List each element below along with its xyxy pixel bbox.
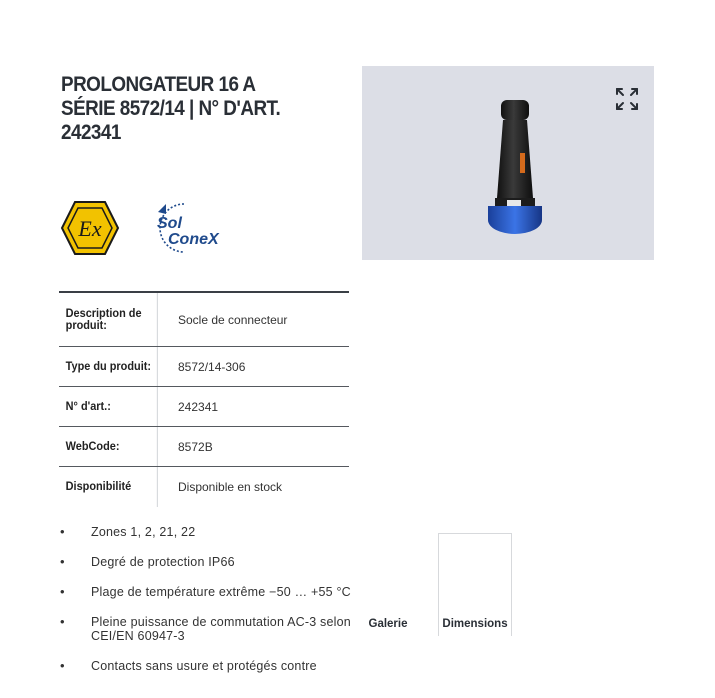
spec-row-webcode xyxy=(59,427,349,467)
expand-arrows-icon[interactable] xyxy=(614,86,640,112)
atex-ex-logo xyxy=(60,200,120,256)
solconex-conex-text: ConeX xyxy=(168,231,219,248)
spec-row-type xyxy=(59,347,349,387)
title-line-3: 242341 xyxy=(61,121,121,144)
spec-value: Socle de connecteur xyxy=(178,312,288,327)
spec-label: Disponibilité xyxy=(59,467,158,507)
solconex-sol-text: Sol xyxy=(157,215,182,232)
product-image-panel[interactable] xyxy=(362,66,654,260)
spec-row-availability xyxy=(59,467,349,507)
feature-list xyxy=(58,525,358,689)
ex-text: Ex xyxy=(78,216,102,241)
spec-label: WebCode: xyxy=(59,427,158,466)
list-item: • Plage de température extrême −50 … +55 °C xyxy=(58,585,358,599)
spec-value: 8572B xyxy=(178,439,213,454)
title-line-2: SÉRIE 8572/14 | N° D'ART. xyxy=(61,97,281,120)
spec-value: 8572/14-306 xyxy=(178,359,246,374)
certification-logos xyxy=(60,196,260,258)
spec-label: Description de produit: xyxy=(59,293,158,346)
list-item: • Pleine puissance de commutation AC-3 selon CEI/EN 60947-3 xyxy=(58,615,358,643)
product-photo xyxy=(487,98,543,238)
title-line-1: PROLONGATEUR 16 A xyxy=(61,73,256,96)
list-item: • Degré de protection IP66 xyxy=(58,555,358,569)
list-item: • Contacts sans usure et protégés contre xyxy=(58,659,358,673)
spec-value: Disponible en stock xyxy=(178,480,283,494)
product-title xyxy=(61,73,331,145)
spec-value: 242341 xyxy=(178,399,219,414)
media-tabs xyxy=(355,533,515,636)
spec-row-article-number xyxy=(59,387,349,427)
product-spec-table xyxy=(59,291,349,507)
spec-row-description xyxy=(59,293,349,347)
spec-label: Type du produit: xyxy=(59,347,158,386)
list-item: • Zones 1, 2, 21, 22 xyxy=(58,525,358,539)
spec-label: N° d'art.: xyxy=(59,387,158,426)
tab-galerie[interactable]: Galerie xyxy=(368,618,408,630)
solconex-logo xyxy=(144,196,234,256)
tab-dimensions[interactable]: Dimensions xyxy=(438,533,512,636)
